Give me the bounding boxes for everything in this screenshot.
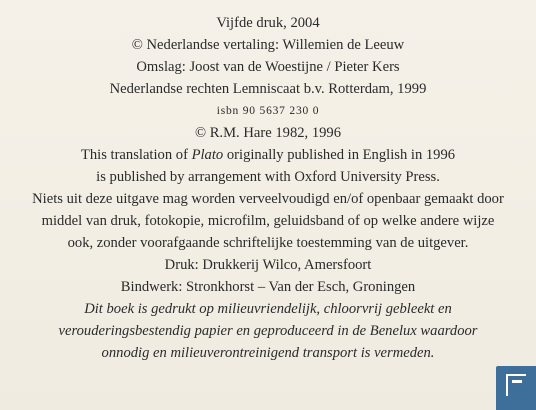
isbn-line: isbn 90 5637 230 0 [216,105,320,117]
cover-credit-line: Omslag: Joost van de Woestijne / Pieter Kers [136,59,400,75]
environment-note-line-3: onnodig en milieuverontreinigend transport is vermeden. [101,345,435,361]
translation-credit-line: © Nederlandse vertaling: Willemien de Leeuw [131,37,405,53]
site-logo-icon [496,366,536,410]
environment-note-line-2: verouderingsbestendig papier en geproduceerd in de Benelux waardoor [58,323,478,339]
rights-line: Nederlandse rechten Lemniscaat b.v. Rotterdam, 1999 [109,81,427,97]
colophon-text [0,12,536,364]
copyright-line: © R.M. Hare 1982, 1996 [194,125,342,141]
printer-line: Druk: Drukkerij Wilco, Amersfoort [164,257,372,273]
environment-note-line-1: Dit boek is gedrukt op milieuvriendelijk, chloorvrij gebleekt en [84,301,452,317]
original-line-prefix: This translation of [80,147,192,163]
original-publication-line-1 [0,144,536,166]
edition-line: Vijfde druk, 2004 [216,15,320,31]
original-publication-line-2: is published by arrangement with Oxford University Press. [96,169,440,185]
binder-line: Bindwerk: Stronkhorst – Van der Esch, Groningen [120,279,416,295]
notice-line-2: middel van druk, fotokopie, microfilm, geluidsband of op welke andere wijze [41,213,495,229]
site-logo-frame [506,374,526,396]
site-logo-bar [512,380,522,383]
notice-line-3: ook, zonder voorafgaande schriftelijke toestemming van de uitgever. [67,235,469,251]
original-title: Plato [191,147,224,163]
original-line-suffix: originally published in English in 1996 [223,147,456,163]
notice-line-1: Niets uit deze uitgave mag worden verveelvoudigd en/of openbaar gemaakt door [32,191,504,207]
